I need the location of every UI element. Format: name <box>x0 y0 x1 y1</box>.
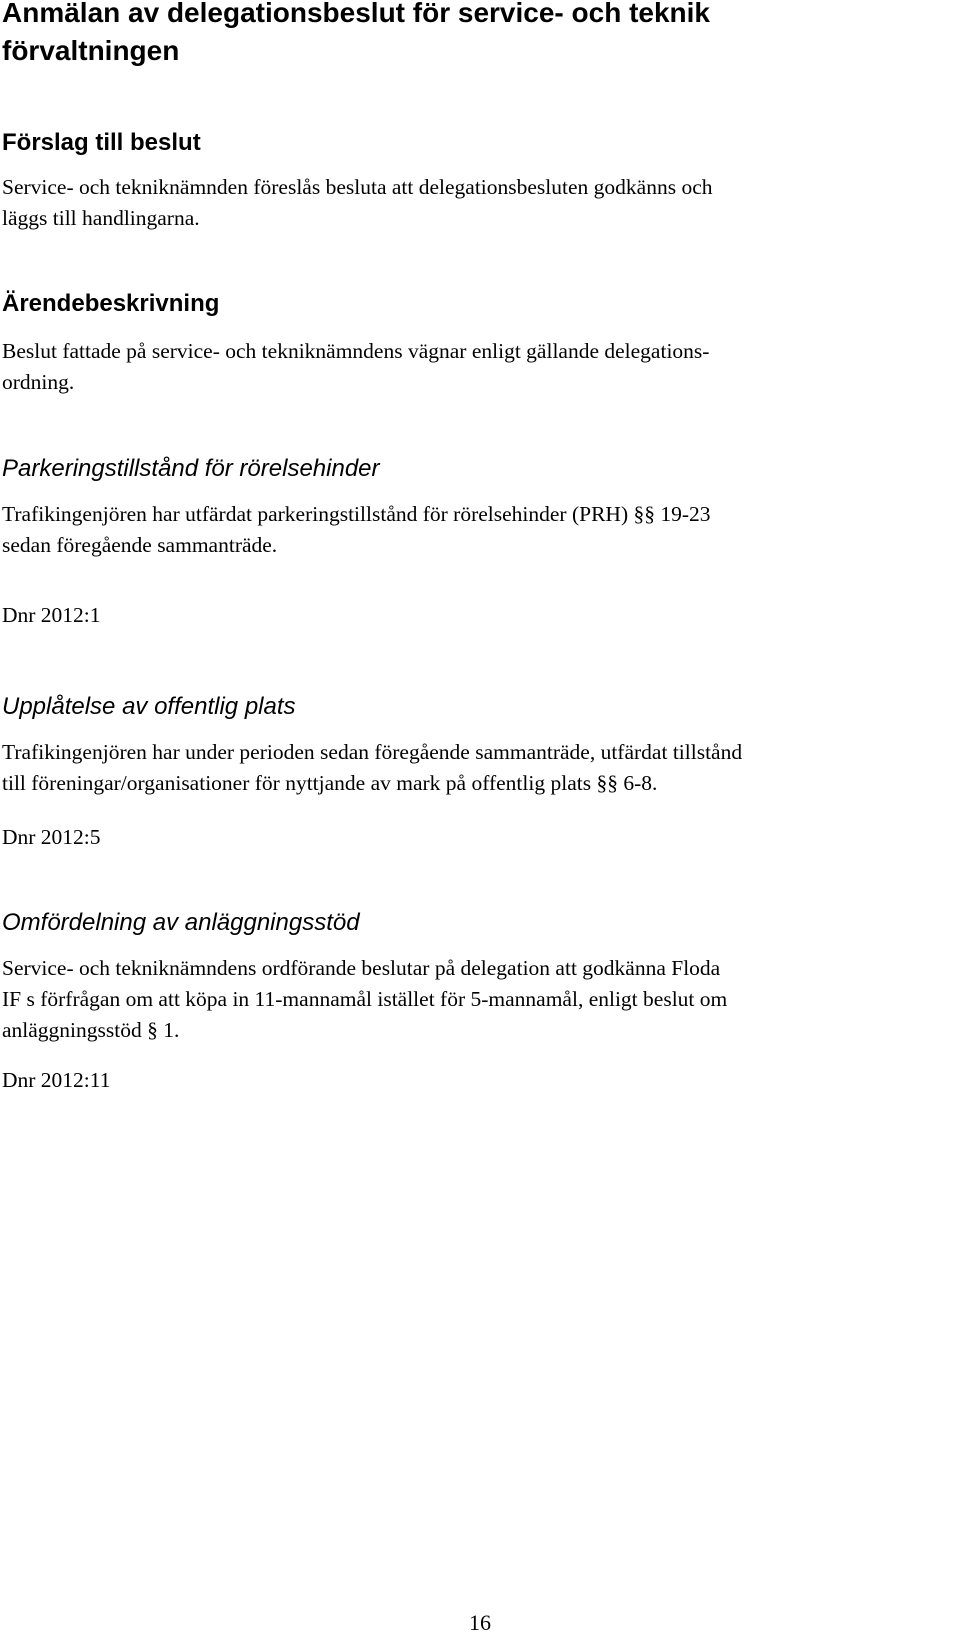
title-line-2: förvaltningen <box>2 35 180 66</box>
dnr-omfordelning: Dnr 2012:11 <box>2 1068 111 1092</box>
section-heading-omfordelning: Omfördelning av anläggningsstöd <box>2 909 360 936</box>
section-body-arende <box>2 336 709 398</box>
dnr-upplatelse: Dnr 2012:5 <box>2 825 101 849</box>
body-line: sedan föregående sammanträde. <box>2 533 278 557</box>
section-heading-parkering: Parkeringstillstånd för rörelsehinder <box>2 455 380 482</box>
body-line: IF s förfrågan om att köpa in 11-mannamål istället för 5-mannamål, enligt beslut om <box>2 987 728 1011</box>
dnr-parkering: Dnr 2012:1 <box>2 603 101 627</box>
body-line: Trafikingenjören har utfärdat parkeringstillstånd för rörelsehinder (PRH) §§ 19-23 <box>2 502 711 526</box>
section-heading-arende: Ärendebeskrivning <box>2 290 220 317</box>
section-heading-forslag: Förslag till beslut <box>2 129 201 156</box>
body-line: Service- och tekniknämnden föreslås besluta att delegationsbesluten godkänns och <box>2 175 713 199</box>
body-line: till föreningar/organisationer för nyttjande av mark på offentlig plats §§ 6-8. <box>2 771 658 795</box>
section-body-upplatelse <box>2 737 742 799</box>
title-line-1: Anmälan av delegationsbeslut för service- och teknik <box>2 0 710 28</box>
section-body-forslag <box>2 172 713 234</box>
body-line: Service- och tekniknämndens ordförande beslutar på delegation att godkänna Floda <box>2 956 721 980</box>
body-line: Trafikingenjören har under perioden sedan föregående sammanträde, utfärdat tillstånd <box>2 740 743 764</box>
body-line: Beslut fattade på service- och tekniknämndens vägnar enligt gällande delegations- <box>2 339 710 363</box>
document-title <box>2 0 710 70</box>
body-line: läggs till handlingarna. <box>2 206 200 230</box>
section-body-omfordelning <box>2 953 727 1046</box>
section-heading-upplatelse: Upplåtelse av offentlig plats <box>2 693 296 720</box>
page-number: 16 <box>469 1610 491 1635</box>
section-body-parkering <box>2 499 711 561</box>
body-line: anläggningsstöd § 1. <box>2 1018 180 1042</box>
body-line: ordning. <box>2 370 75 394</box>
